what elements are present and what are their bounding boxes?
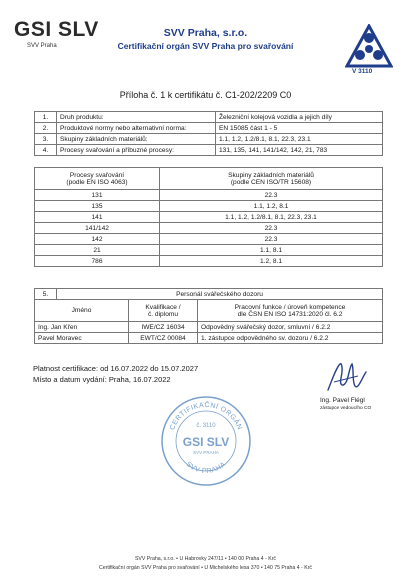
info-row: [35, 134, 383, 145]
row-value: 1.1, 1.2, 1.2/8.1, 8.1, 22.3, 23.1: [216, 134, 383, 145]
row-number: 3.: [35, 134, 57, 145]
personnel-section-title: Personál svářečského dozoru: [57, 289, 383, 300]
process-column-header: Procesy svařování (podle EN ISO 4063): [35, 168, 160, 190]
process-row: [35, 256, 383, 267]
name-column-header: Jméno: [35, 300, 129, 322]
person-function: 1. zástupce odpovědného sv. dozoru / 6.2.2: [198, 333, 383, 344]
svg-text:SVV PRAHA: SVV PRAHA: [193, 450, 219, 455]
process-code: 21: [35, 245, 160, 256]
person-name: Ing. Jan Křen: [35, 322, 129, 333]
row-label: Procesy svařování a příbuzné procesy:: [57, 145, 216, 156]
person-qualification: EWT/CZ 00084: [129, 333, 198, 344]
personnel-section-number: 5.: [35, 289, 57, 300]
function-column-header: Pracovní funkce / úroveň kompetence dle ČSN EN ISO 14731:2020 čl. 6.2: [198, 300, 383, 322]
material-groups: 22.3: [160, 190, 383, 201]
process-code: 141/142: [35, 223, 160, 234]
personnel-row: [35, 322, 383, 333]
header-title: SVV Praha, s.r.o.: [163, 27, 248, 39]
row-label: Druh produktu:: [57, 112, 216, 123]
svg-text:GSI SLV: GSI SLV: [182, 435, 230, 449]
material-groups: 1.1, 1.2, 8.1: [160, 201, 383, 212]
svg-text:č. 3110: č. 3110: [196, 423, 216, 429]
footer-certification-body: Certifikační orgán SVV Praha pro svařování • U Michelského lesa 370 • 140 75 Praha 4 - Krč: [99, 565, 312, 571]
row-number: 2.: [35, 123, 57, 134]
row-label: Skupiny základních materiálů:: [57, 134, 216, 145]
row-number: 1.: [35, 112, 57, 123]
header-subtitle: Certifikační orgán SVV Praha pro svařování: [117, 41, 294, 51]
accreditation-number: V 3110: [352, 68, 373, 75]
person-qualification: IWE/CZ 16034: [129, 322, 198, 333]
process-row: [35, 190, 383, 201]
row-value: Železniční kolejová vozidla a jejich díly: [216, 112, 383, 123]
process-row: [35, 223, 383, 234]
process-row: [35, 234, 383, 245]
process-code: 142: [35, 234, 160, 245]
process-code: 786: [35, 256, 160, 267]
personnel-table: [34, 288, 383, 344]
personnel-row: [35, 333, 383, 344]
footer-address: SVV Praha, s.r.o. • U Habrovky 247/11 • 140 00 Praha 4 - Krč: [134, 556, 277, 562]
signer-name: Ing. Pavel Flégl: [320, 397, 365, 404]
accreditation-logo-icon: [345, 24, 393, 70]
process-row: [35, 212, 383, 223]
info-row: [35, 112, 383, 123]
row-number: 4.: [35, 145, 57, 156]
material-groups: 22.3: [160, 223, 383, 234]
person-name: Pavel Moravec: [35, 333, 129, 344]
place-and-date: Místo a datum vydání: Praha, 16.07.2022: [33, 375, 171, 384]
signer-role: zástupce vedoucího CO: [320, 406, 372, 411]
gsi-slv-logo: GSI SLV: [14, 18, 99, 41]
signature: [322, 360, 372, 398]
process-table: [34, 167, 383, 267]
process-code: 135: [35, 201, 160, 212]
info-row: [35, 123, 383, 134]
material-groups: 22.3: [160, 234, 383, 245]
validity-period: Platnost certifikace: od 16.07.2022 do 15.07.2027: [33, 364, 199, 373]
material-groups: 1.2, 8.1: [160, 256, 383, 267]
info-table: [34, 111, 383, 156]
material-groups: 1.1, 8.1: [160, 245, 383, 256]
material-groups: 1.1, 1.2, 1.2/8.1, 8.1, 22.3, 23.1: [160, 212, 383, 223]
row-label: Produktové normy nebo alternativní norma:: [57, 123, 216, 134]
process-row: [35, 245, 383, 256]
process-code: 141: [35, 212, 160, 223]
qualification-column-header: Kvalifikace / č. diplomu: [129, 300, 198, 322]
svg-text:SVV PRAHA: SVV PRAHA: [184, 460, 228, 476]
svg-text:CERTIFIKAČNÍ ORGÁN: CERTIFIKAČNÍ ORGÁN: [168, 401, 244, 432]
process-code: 131: [35, 190, 160, 201]
row-value: 131, 135, 141, 141/142, 142, 21, 783: [216, 145, 383, 156]
logo-subtitle: SVV Praha: [27, 43, 57, 49]
material-groups-column-header: Skupiny základních materiálů (podle CEN ISO/TR 15608): [160, 168, 383, 190]
row-value: EN 15085 část 1 - 5: [216, 123, 383, 134]
info-row: [35, 145, 383, 156]
document-title: Příloha č. 1 k certifikátu č. C1-202/2209 C0: [119, 90, 292, 100]
process-row: [35, 201, 383, 212]
certification-stamp-icon: [160, 395, 252, 487]
person-function: Odpovědný svářečský dozor, smluvní / 6.2.2: [198, 322, 383, 333]
